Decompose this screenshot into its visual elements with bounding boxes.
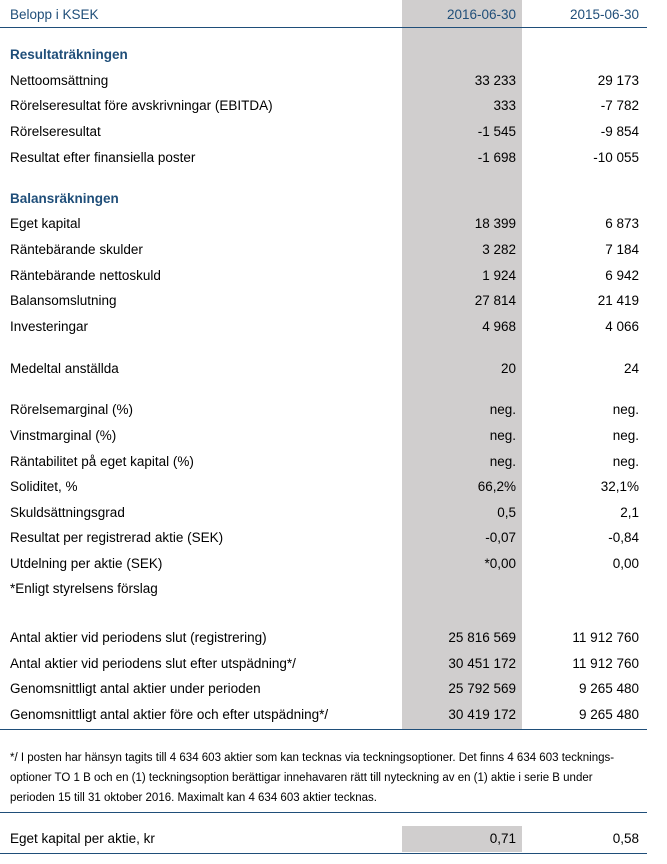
table-row: Räntabilitet på eget kapital (%) neg. neg.: [10, 454, 639, 469]
table-row: Antal aktier vid periodens slut (registrering) 25 816 569 11 912 760: [10, 630, 639, 645]
table-row: Rörelsemarginal (%) neg. neg.: [10, 402, 639, 417]
table-row: Genomsnittligt antal aktier under perioden 25 792 569 9 265 480: [10, 681, 639, 696]
table-divider: [0, 729, 647, 730]
table-row: Eget kapital 18 399 6 873: [10, 216, 639, 231]
header-divider: [0, 27, 647, 28]
table-row: Investeringar 4 968 4 066: [10, 319, 639, 334]
table-row: Soliditet, % 66,2% 32,1%: [10, 479, 639, 494]
table-row: Antal aktier vid periodens slut efter utspädning*/ 30 451 172 11 912 760: [10, 656, 639, 671]
table-row: Räntebärande nettoskuld 1 924 6 942: [10, 268, 639, 283]
section-heading: Balansräkningen: [10, 191, 119, 206]
table-row: Eget kapital per aktie, kr 0,71 0,58: [10, 831, 639, 846]
table-row: Räntebärande skulder 3 282 7 184: [10, 242, 639, 257]
table-row: Balansomslutning 27 814 21 419: [10, 293, 639, 308]
table-row: Nettoomsättning 33 233 29 173: [10, 73, 639, 88]
bottom-divider: [0, 853, 647, 854]
table-row: Utdelning per aktie (SEK) *0,00 0,00: [10, 556, 639, 571]
table-row: Rörelseresultat före avskrivningar (EBITDA) 333 -7 782: [10, 98, 639, 113]
table-row: Vinstmarginal (%) neg. neg.: [10, 428, 639, 443]
header-label: Belopp i KSEK: [10, 7, 99, 22]
header-col-2015: 2015-06-30: [569, 7, 639, 22]
section-heading: Resultaträkningen: [10, 47, 128, 62]
footnote-divider: [0, 812, 647, 813]
table-row: Resultat per registrerad aktie (SEK) -0,07 -0,84: [10, 530, 639, 545]
table-row: Medeltal anställda 20 24: [10, 361, 639, 376]
footnote-text: */ I posten har hänsyn tagits till 4 634 603 aktier som kan tecknas via teckningsoptioner. Det finns 4 634 603 tecknings-optioner TO 1 B och en (1) teckningsoption berättigar innehavaren rätt till nyteckning av en (1) aktie i serie B under perioden 15 till 31 oktober 2016. Maximalt kan 4 634 603 aktier tecknas.: [10, 752, 615, 804]
table-row: *Enligt styrelsens förslag: [10, 581, 158, 596]
header-col-2016: 2016-06-30: [446, 7, 516, 22]
table-row: Rörelseresultat -1 545 -9 854: [10, 124, 639, 139]
table-row: Resultat efter finansiella poster -1 698 -10 055: [10, 150, 639, 165]
table-row: Genomsnittligt antal aktier före och efter utspädning*/ 30 419 172 9 265 480: [10, 707, 639, 722]
table-row: Skuldsättningsgrad 0,5 2,1: [10, 505, 639, 520]
table-header: [0, 5, 647, 25]
